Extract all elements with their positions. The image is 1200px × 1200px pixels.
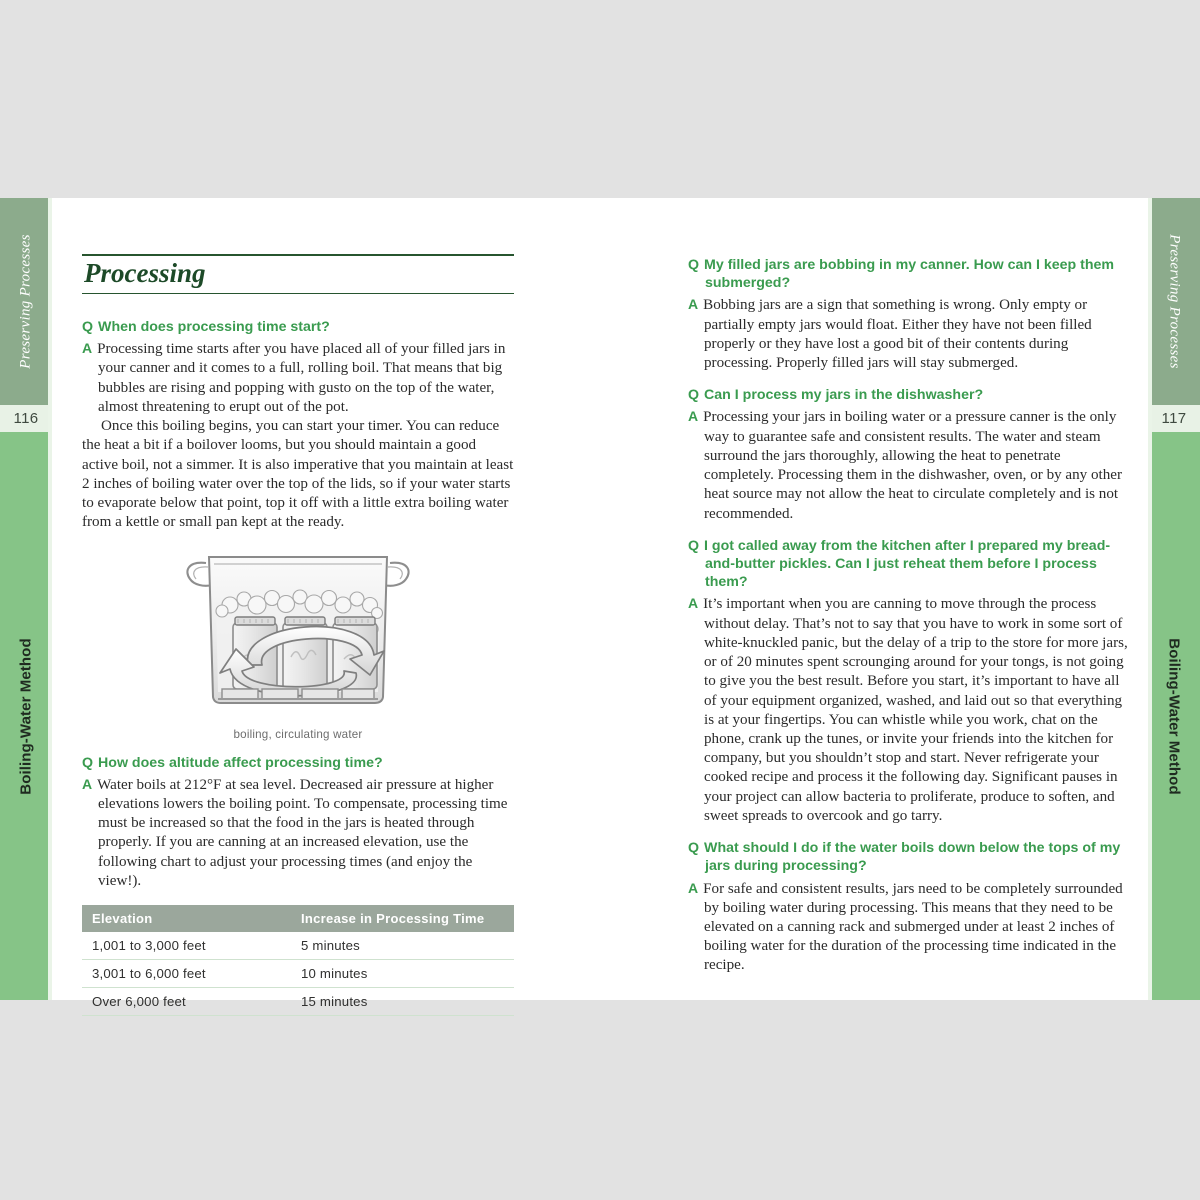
q-marker-icon: Q <box>688 387 700 404</box>
cell-increase: 15 minutes <box>289 988 514 1016</box>
book-spread <box>0 198 1200 1010</box>
right-tab-section-label: Preserving Processes <box>1166 234 1183 369</box>
a-marker-icon: A <box>82 340 93 357</box>
question-line <box>688 537 1134 592</box>
answer-line <box>688 880 1134 976</box>
answer-continuation: Once this boiling begins, you can start your timer. You can reduce the heat a bit if a boilover looms, but you should maintain a good active boil, not a simmer. It is also imperative that you maintain at least 2 inches of boiling water over the top of the lids, so if your water starts to evaporate below that point, top it off with a little extra boiling water from a kettle or small pan kept at the ready. <box>82 418 514 531</box>
table-header-row <box>82 905 514 932</box>
right-tab-section-band <box>1148 198 1200 405</box>
a-marker-icon: A <box>688 879 699 896</box>
qa-block <box>82 318 514 533</box>
q-marker-icon: Q <box>82 319 94 335</box>
q-marker-icon: Q <box>688 840 700 857</box>
left-thumb-tab <box>0 198 52 1000</box>
answer-line <box>82 340 514 417</box>
a-marker-icon: A <box>688 595 699 612</box>
right-page-number: 117 <box>1148 405 1200 432</box>
question-line <box>688 839 1134 875</box>
answer-text: For safe and consistent results, jars need to be completely surrounded by boiling water during processing. This means that they need to be elevated on a canning rack and submerged under at least 2 inches of boiling water for the duration of the processing time indicated in the recipe. <box>703 880 1123 974</box>
column-header-elevation: Elevation <box>82 905 289 932</box>
left-page-number: 116 <box>0 405 52 432</box>
right-tab-chapter-band <box>1148 432 1200 1000</box>
table-row <box>82 988 514 1016</box>
altitude-adjustment-table <box>82 905 514 1016</box>
left-tab-edge <box>48 198 52 1000</box>
right-page-body <box>688 256 1134 976</box>
right-tab-chapter-label: Boiling-Water Method <box>1165 637 1183 795</box>
qa-block <box>688 537 1134 826</box>
right-thumb-tab <box>1148 198 1200 1000</box>
question-text: My filled jars are bobbing in my canner. How can I keep them submerged? <box>704 257 1115 292</box>
a-marker-icon: A <box>688 408 699 425</box>
question-text: What should I do if the water boils down below the tops of my jars during processing? <box>704 840 1121 875</box>
cell-increase: 10 minutes <box>289 960 514 988</box>
pot-figure-svg <box>178 547 418 722</box>
heading-rule-bottom <box>82 293 514 294</box>
answer-line <box>82 776 514 891</box>
section-title: Processing <box>84 258 206 288</box>
a-marker-icon: A <box>82 775 93 792</box>
answer-text: Water boils at 212°F at sea level. Decreased air pressure at higher elevations lowers the boiling point. To compensate, processing time must be increased so that the food in the jars is heated through properly. If you are canning at an increased elevation, use the following chart to adjust your processing times (and enjoy the view!). <box>97 776 508 889</box>
table-row <box>82 960 514 988</box>
answer-text: Processing time starts after you have placed all of your filled jars in your canner and it comes to a full, rolling boil. That means that big bubbles are rising and popping with gusto on the top of the water, almost threatening to erupt out of the pot. <box>97 341 506 415</box>
left-tab-chapter-band <box>0 432 52 1000</box>
cell-increase: 5 minutes <box>289 932 514 960</box>
left-tab-section-label: Preserving Processes <box>17 234 34 369</box>
section-heading-block <box>82 254 514 294</box>
right-tab-edge <box>1148 198 1152 1000</box>
qa-block <box>688 839 1134 976</box>
figure-caption: boiling, circulating water <box>233 727 363 741</box>
canning-pot-illustration <box>82 547 514 741</box>
question-text: Can I process my jars in the dishwasher? <box>704 387 984 404</box>
left-tab-section-band <box>0 198 52 405</box>
left-page-body <box>82 305 514 1016</box>
answer-line <box>688 408 1134 523</box>
column-header-increase: Increase in Processing Time <box>289 905 514 932</box>
cell-elevation: Over 6,000 feet <box>82 988 289 1016</box>
q-marker-icon: Q <box>82 754 94 771</box>
left-tab-chapter-label: Boiling-Water Method <box>17 637 35 795</box>
qa-block <box>688 256 1134 373</box>
table-row <box>82 932 514 960</box>
answer-text: Processing your jars in boiling water or a pressure canner is the only way to guarantee safe and consistent results. The water and steam surround the jars thoroughly, allowing the heat to penetrate completely. Processing them in the dishwasher, oven, or by any other heat source may not allow the heat to circulate completely and is not recommended. <box>703 409 1123 522</box>
cell-elevation: 3,001 to 6,000 feet <box>82 960 289 988</box>
qa-block <box>688 386 1134 524</box>
q-marker-icon: Q <box>688 257 700 273</box>
answer-text: It’s important when you are canning to move through the process without delay. That’s not to say that you have to work in some sort of white-knuckled panic, but the delay of a trip to the store for more jars, or of 20 minutes spent scrounging around for your tongs, is not going to give you the best result. Before you start, it’s important to have all of your equipment organized, washed, and laid out so that everything is at your fingertips. You can whistle while you work, chat on the phone, crank up the tunes, or invite your friends into the kitchen for company, but you shouldn’t stop and start. Never refrigerate your cooked recipe and process it the following day. Significant pauses in your project can allow bacteria to proliferate, produce to soften, and sweet spreads to overcook and go tarry. <box>703 596 1128 824</box>
qa-block <box>82 754 514 892</box>
question-text: I got called away from the kitchen after I prepared my bread-and-butter pickles. Can I just reheat them before I process them? <box>704 537 1111 591</box>
cell-elevation: 1,001 to 3,000 feet <box>82 932 289 960</box>
question-text: When does processing time start? <box>98 319 330 335</box>
a-marker-icon: A <box>688 296 699 313</box>
answer-line <box>688 595 1134 826</box>
question-line <box>82 754 514 772</box>
question-line <box>82 318 514 336</box>
question-line <box>688 386 1134 404</box>
question-line <box>688 256 1134 292</box>
answer-line <box>688 296 1134 373</box>
q-marker-icon: Q <box>688 537 700 554</box>
question-text: How does altitude affect processing time? <box>98 754 383 771</box>
answer-text: Bobbing jars are a sign that something is wrong. Only empty or partially empty jars would float. Either they have not been filled properly or they have lost a good bit of their contents during processing. Properly filled jars will stay submerged. <box>703 297 1092 372</box>
